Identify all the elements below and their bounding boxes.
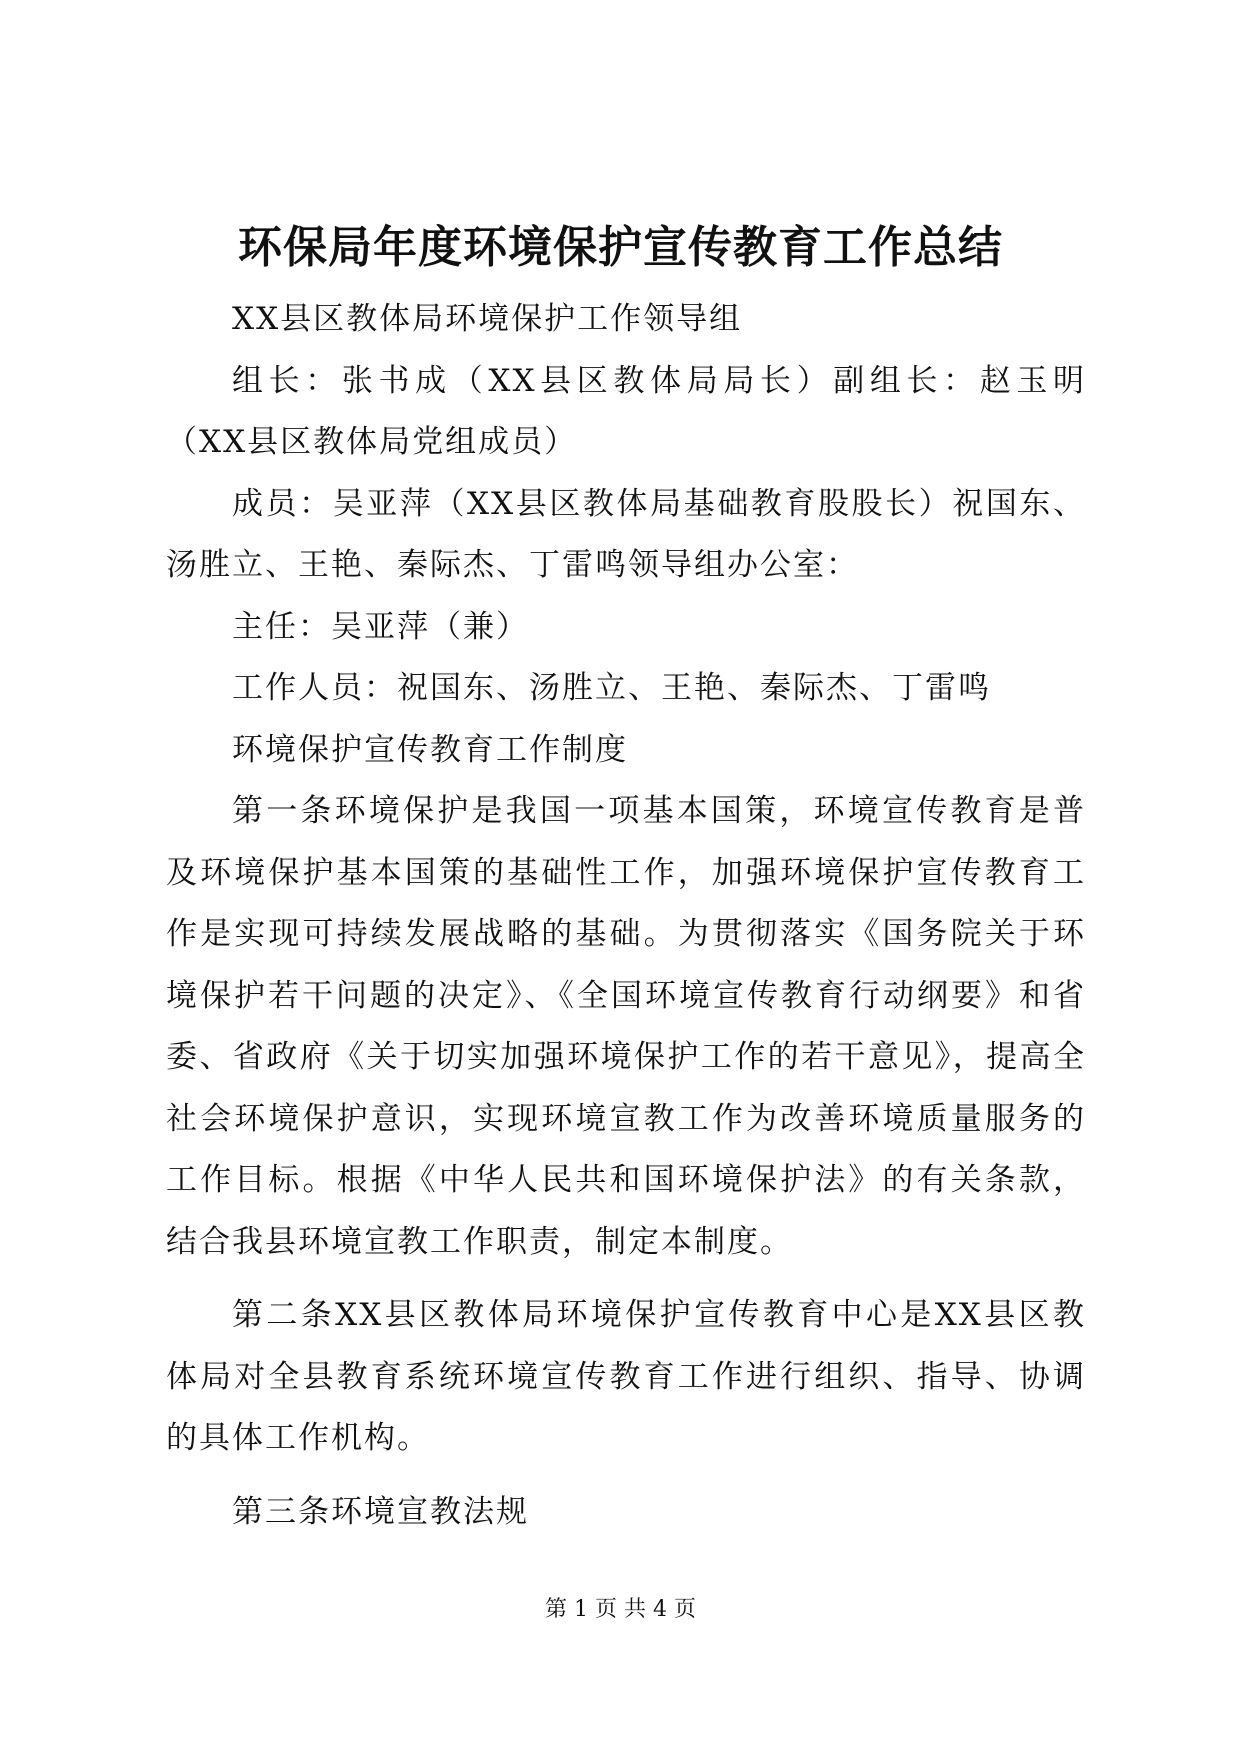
paragraph-group-leaders: 组长：张书成（XX县区教体局局长）副组长：赵玉明（XX县区教体局党组成员） bbox=[166, 362, 1086, 460]
paragraph-article-3: 第三条环境宣教法规 bbox=[232, 1493, 529, 1530]
paragraph-system-heading: 环境保护宣传教育工作制度 bbox=[232, 731, 628, 768]
page-number: 第 1 页 共 4 页 bbox=[545, 1597, 696, 1622]
document-body bbox=[166, 289, 1086, 1543]
paragraph-article-1: 第一条环境保护是我国一项基本国策，环境宣传教育是普及环境保护基本国策的基础性工作，加强环境保护宣传教育工作是实现可持续发展战略的基础。为贯彻落实《国务院关于环境保护若干问题的决定》、《全国环境宣传教育行动纲要》和省委、省政府《关于切实加强环境保护工作的若干意见》，提高全社会环境保护意识，实现环境宣教工作为改善环境质量服务的工作目标。根据《中华人民共和国环境保护法》的有关条款，结合我县环境宣教工作职责，制定本制度。 bbox=[166, 793, 1086, 1260]
paragraph-group-members: 成员：吴亚萍（XX县区教体局基础教育股股长）祝国东、汤胜立、王艳、秦际杰、丁雷鸣领导组办公室： bbox=[166, 485, 1086, 583]
paragraph-office-director: 主任：吴亚萍（兼） bbox=[232, 608, 529, 645]
paragraph-staff: 工作人员：祝国东、汤胜立、王艳、秦际杰、丁雷鸣 bbox=[232, 670, 991, 706]
document-title: 环保局年度环境保护宣传教育工作总结 bbox=[238, 222, 1003, 273]
paragraph-article-2: 第二条XX县区教体局环境保护宣传教育中心是XX县区教体局对全县教育系统环境宣传教育工作进行组织、指导、协调的具体工作机构。 bbox=[166, 1297, 1086, 1456]
paragraph-leadership-group: XX县区教体局环境保护工作领导组 bbox=[232, 301, 743, 337]
